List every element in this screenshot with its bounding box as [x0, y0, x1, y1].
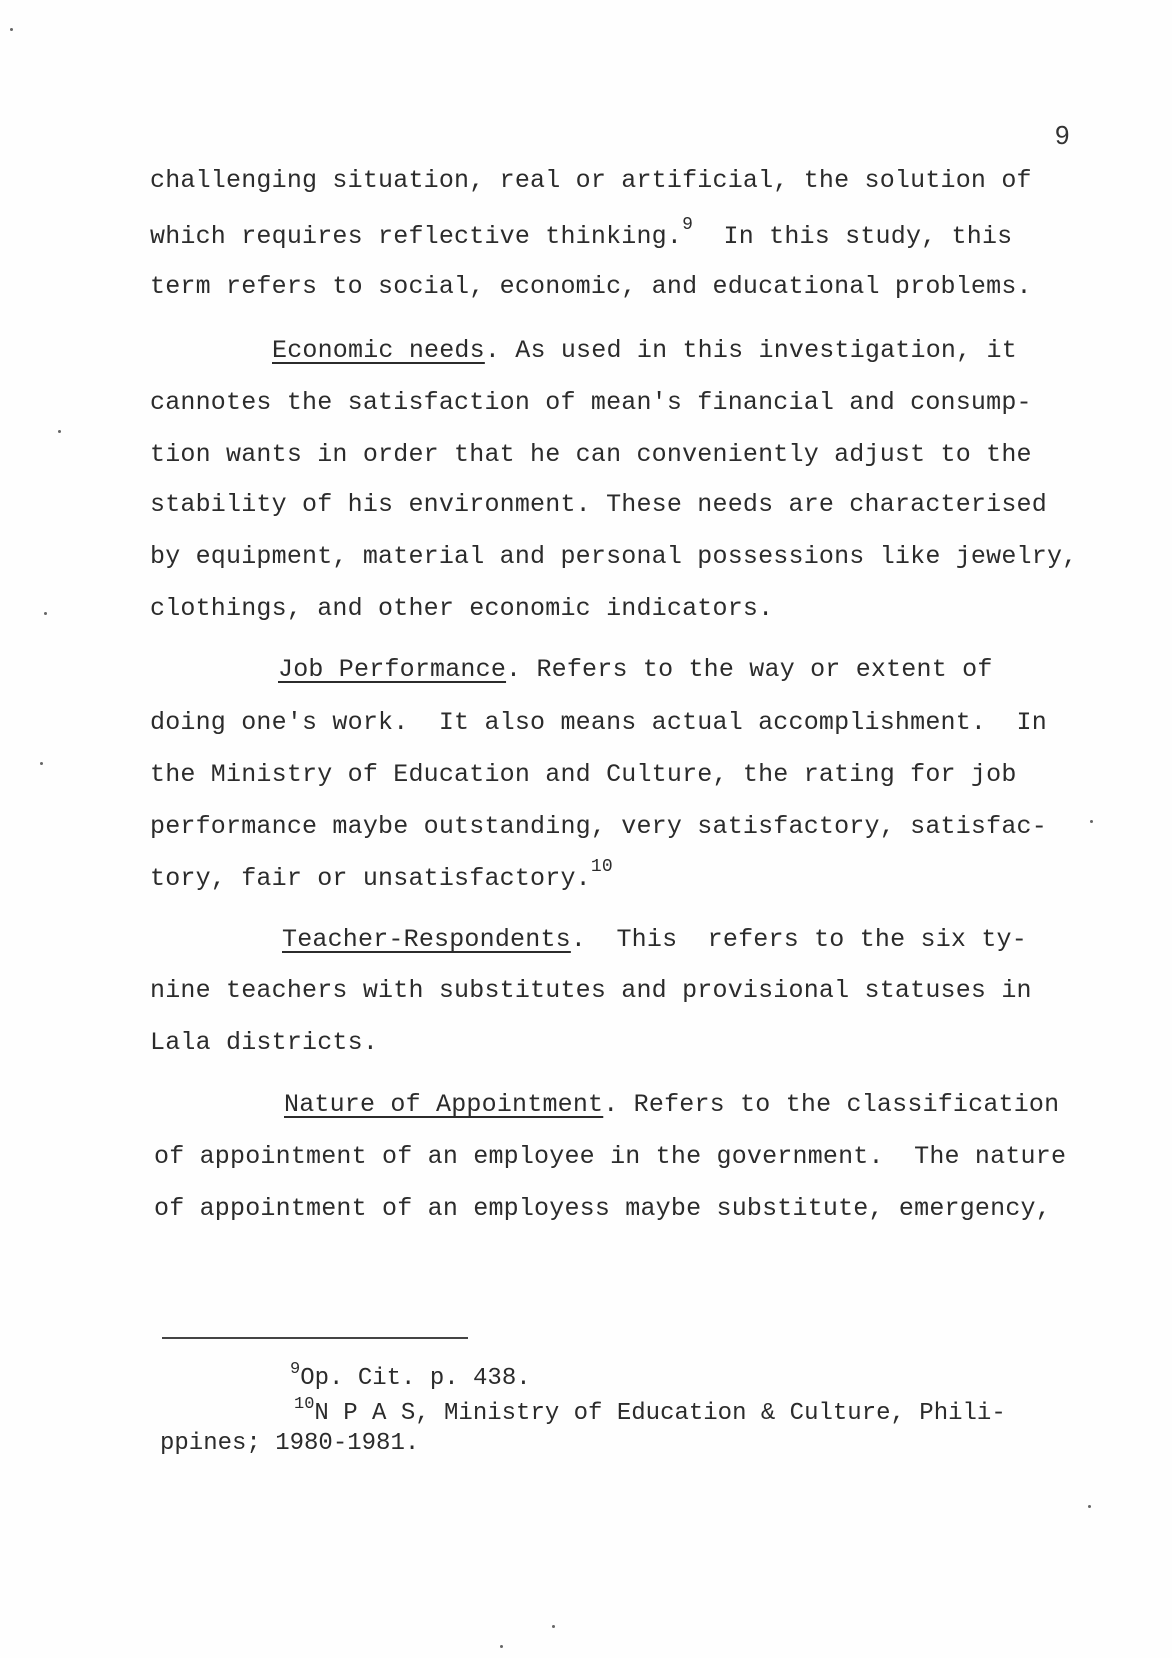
- body-text: . As used in this investigation, it: [484, 336, 1017, 365]
- body-line: of appointment of an employess maybe substitute, emergency,: [154, 1194, 1051, 1223]
- body-line: [150, 215, 1013, 254]
- defined-term: Economic needs: [272, 336, 485, 365]
- body-line: clothings, and other economic indicators.: [150, 594, 774, 623]
- defined-term: Nature of Appointment: [284, 1090, 604, 1119]
- footnote-divider: [162, 1337, 468, 1339]
- defined-term: Teacher-Respondents: [282, 925, 571, 954]
- body-text: . This refers to the six ty-: [570, 925, 1027, 954]
- footnote-10: [294, 1395, 1006, 1430]
- body-text: . Refers to the way or extent of: [506, 655, 993, 684]
- definition-line: [278, 655, 993, 685]
- scan-speck: [1090, 820, 1093, 823]
- body-line: performance maybe outstanding, very satisfactory, satisfac-: [150, 812, 1047, 841]
- definition-line: [282, 925, 1027, 955]
- definition-line: [272, 336, 1017, 366]
- footnote-10-continued: ppines; 1980-1981.: [160, 1430, 420, 1457]
- definition-line: [284, 1090, 1059, 1120]
- defined-term: Job Performance: [278, 655, 507, 684]
- body-line: of appointment of an employee in the government. The nature: [154, 1142, 1067, 1171]
- footnote-reference: 10: [590, 857, 613, 877]
- body-line: [150, 857, 613, 896]
- body-line: challenging situation, real or artificial, the solution of: [150, 166, 1032, 195]
- body-text: which requires reflective thinking.: [150, 222, 683, 251]
- body-text: . Refers to the classification: [603, 1090, 1060, 1119]
- scan-speck: [500, 1645, 503, 1648]
- footnote-9: [290, 1360, 531, 1395]
- body-line: by equipment, material and personal possessions like jewelry,: [150, 542, 1078, 571]
- scan-speck: [44, 612, 47, 615]
- footnote-reference: 9: [682, 215, 694, 235]
- body-line: Lala districts.: [150, 1028, 379, 1057]
- footnote-mark: 9: [290, 1360, 301, 1379]
- body-line: tion wants in order that he can conveniently adjust to the: [150, 440, 1032, 469]
- body-line: term refers to social, economic, and educational problems.: [150, 272, 1032, 301]
- page-number: 9: [1055, 120, 1070, 150]
- body-text: tory, fair or unsatisfactory.: [150, 864, 591, 893]
- scan-speck: [552, 1625, 555, 1628]
- footnote-mark: 10: [294, 1395, 315, 1414]
- scan-speck: [1088, 1505, 1091, 1508]
- body-line: stability of his environment. These needs are characterised: [150, 490, 1047, 519]
- scan-speck: [10, 28, 13, 31]
- body-line: nine teachers with substitutes and provisional statuses in: [150, 976, 1032, 1005]
- scan-speck: [58, 430, 61, 433]
- body-line: doing one's work. It also means actual accomplishment. In: [150, 708, 1047, 737]
- scan-speck: [40, 762, 43, 765]
- footnote-text: Op. Cit. p. 438.: [300, 1365, 531, 1392]
- body-line: cannotes the satisfaction of mean's financial and consump-: [150, 388, 1032, 417]
- footnote-text: N P A S, Ministry of Education & Culture, Phili-: [314, 1400, 1006, 1427]
- body-text: In this study, this: [693, 222, 1013, 251]
- body-line: the Ministry of Education and Culture, the rating for job: [150, 760, 1017, 789]
